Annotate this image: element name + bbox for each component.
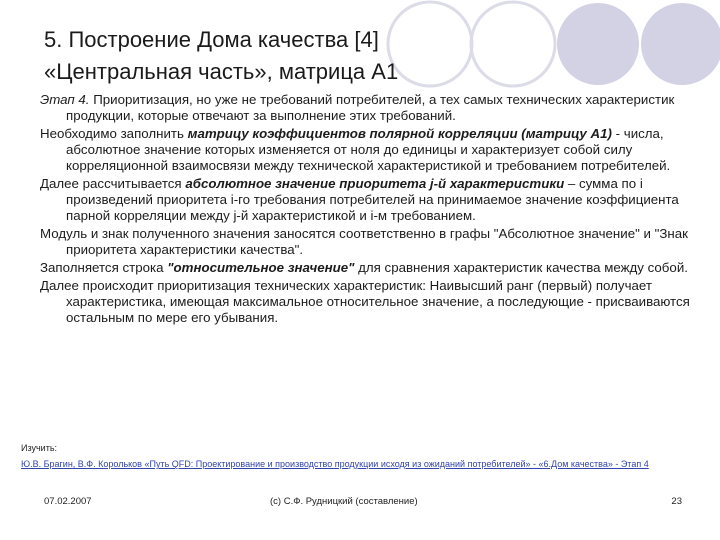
title-line-2: «Центральная часть», матрица А1 <box>44 59 399 84</box>
paragraph-relative-value <box>40 260 690 276</box>
paragraph-prioritization: Далее происходит приоритизация технических характеристик: Наивысший ранг (первый) получает характеристика, имеющая максимальное относительное значение, а последующие - присваиваются остальным по мере его убывания. <box>40 278 690 325</box>
p2-pre: Необходимо заполнить <box>40 126 188 141</box>
p2-emphasis: матрицу коэффициентов полярной корреляции (матрицу А1) <box>187 126 612 141</box>
p5-post: для сравнения характеристик качества между собой. <box>354 260 688 275</box>
reference-link[interactable]: Ю.В. Брагин, В.Ф. Корольков «Путь QFD: Проектирование и производство продукции исходя из ожиданий потребителей» - «6.Дом качества» - Этап 4 <box>21 459 649 469</box>
reference-label: Изучить: <box>21 443 58 453</box>
paragraph-matrix-a1 <box>40 126 690 174</box>
decor-circle-filled-1 <box>557 3 639 85</box>
paragraph-module-sign: Модуль и знак полученного значения заносятся соответственно в графы "Абсолютное значение" и "Знак приоритета характеристики качества". <box>40 226 688 257</box>
p3-pre: Далее рассчитывается <box>40 176 186 191</box>
decor-circle-outline-2 <box>471 2 555 86</box>
stage-text: Приоритизация, но уже не требований потребителей, а тех самых технических характеристик продукции, которые отвечают за выполнение этих требований. <box>66 92 675 123</box>
main-content <box>40 92 690 328</box>
stage-label: Этап 4. <box>40 92 90 107</box>
p3-emphasis: абсолютное значение приоритета j-й характеристики <box>185 176 565 191</box>
footer-date: 07.02.2007 <box>44 496 92 507</box>
p2-post: - числа, абсолютное значение которых изменяется от ноля до единицы и характеризует собой силу корреляционной взаимосвязи между технической характеристикой и требованием потребителей. <box>66 126 671 173</box>
paragraph-stage-4 <box>40 92 690 124</box>
paragraph-absolute-priority <box>40 176 690 224</box>
page-title <box>44 24 464 88</box>
p5-pre: Заполняется строка <box>40 260 168 275</box>
decor-circle-filled-2 <box>641 3 720 85</box>
title-line-1: 5. Построение Дома качества [4] <box>44 27 379 52</box>
p5-emphasis: "относительное значение" <box>167 260 355 275</box>
p3-post: – сумма по i произведений приоритета i-го требования потребителей на принимаемое значение коэффициента парной корреляции между j-й характеристикой и i-м требованием. <box>66 176 679 223</box>
page-number: 23 <box>671 496 682 507</box>
footer-author: (c) С.Ф. Рудницкий (составление) <box>270 496 418 507</box>
